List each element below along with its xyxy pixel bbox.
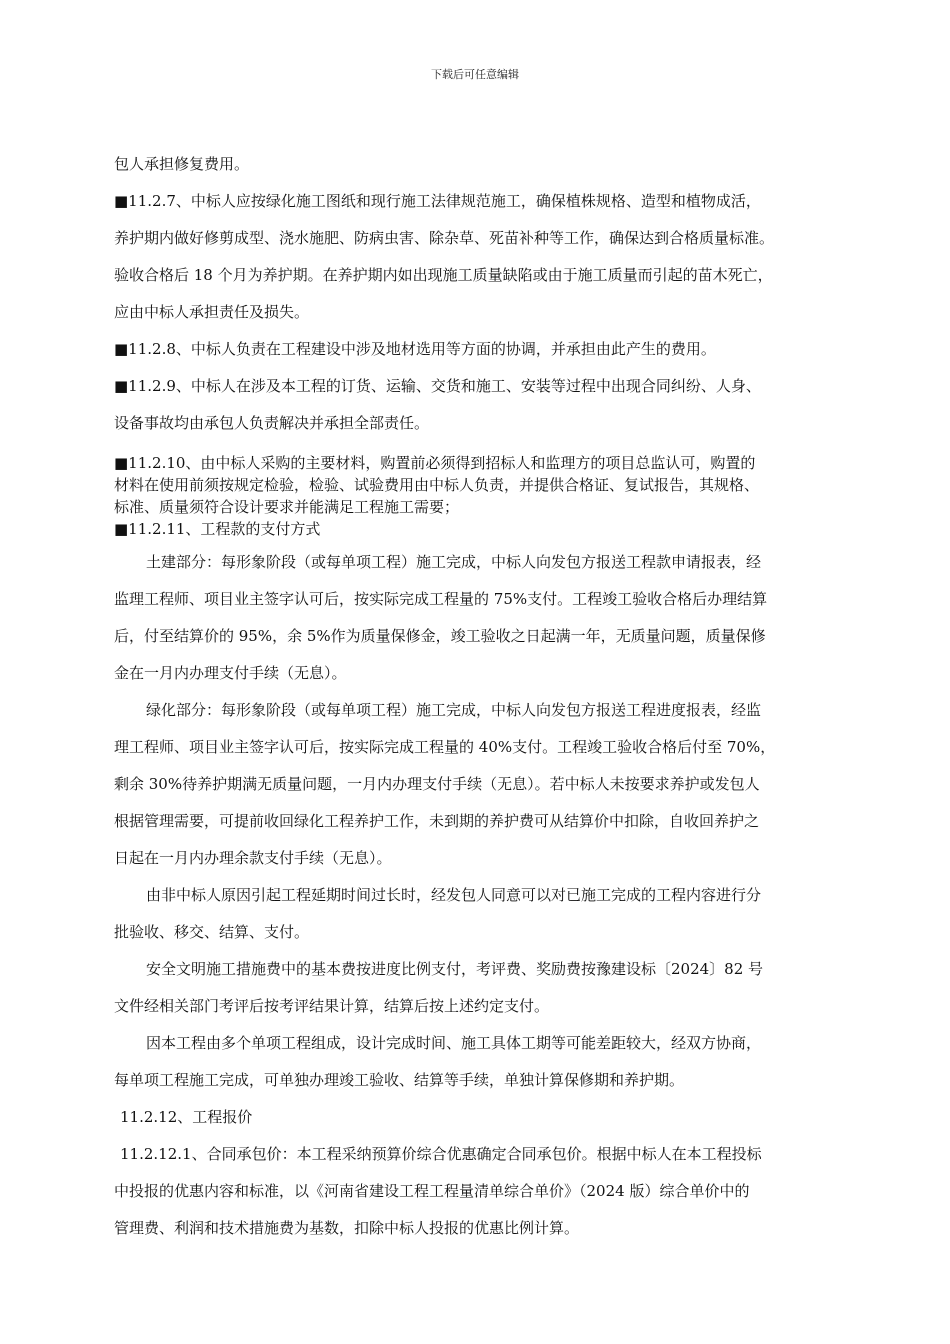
clause-11-2-11: ■11.2.11、工程款的支付方式: [114, 520, 321, 538]
paragraph-civil-works: 土建部分：每形象阶段（或每单项工程）施工完成，中标人向发包方报送工程款申请报表，经: [146, 553, 762, 571]
paragraph-delay: 由非中标人原因引起工程延期时间过长时，经发包人同意可以对已施工完成的工程内容进行分: [146, 886, 762, 904]
paragraph-line: 应由中标人承担责任及损失。: [114, 303, 310, 321]
paragraph-line: 管理费、利润和技术措施费为基数，扣除中标人投报的优惠比例计算。: [114, 1219, 580, 1237]
paragraph-safety-fee: 安全文明施工措施费中的基本费按进度比例支付，考评费、奖励费按豫建设标〔2024〕82 号: [146, 960, 764, 978]
paragraph-line: 理工程师、项目业主签字认可后，按实际完成工程量的 40%支付。工程竣工验收合格后付至 70%，: [114, 738, 776, 756]
paragraph-line: 养护期内做好修剪成型、浇水施肥、防病虫害、除杂草、死苗补种等工作，确保达到合格质量标准。: [114, 229, 775, 247]
paragraph-line: 日起在一月内办理余款支付手续（无息）。: [114, 849, 392, 867]
paragraph-line: 中投报的优惠内容和标准，以《河南省建设工程工程量清单综合单价》（2024 版）综合单价中的: [114, 1182, 750, 1200]
clause-11-2-12-1: 11.2.12.1、合同承包价：本工程采纳预算价综合优惠确定合同承包价。根据中标人在本工程投标: [120, 1145, 762, 1163]
clause-11-2-12: 11.2.12、工程报价: [120, 1108, 253, 1126]
clause-11-2-10: ■11.2.10、由中标人采购的主要材料，购置前必须得到招标人和监理方的项目总监认可，购置的: [114, 454, 756, 472]
paragraph-line: 验收合格后 18 个月为养护期。在养护期内如出现施工质量缺陷或由于施工质量而引起的苗木死亡，: [114, 266, 773, 284]
paragraph-line: 剩余 30%待养护期满无质量问题，一月内办理支付手续（无息）。若中标人未按要求养护或发包人: [114, 775, 760, 793]
paragraph-multiple-items: 因本工程由多个单项工程组成，设计完成时间、施工具体工期等可能差距较大，经双方协商，: [146, 1034, 762, 1052]
clause-11-2-7: ■11.2.7、中标人应按绿化施工图纸和现行施工法律规范施工，确保植株规格、造型和植物成活，: [114, 192, 761, 210]
clause-11-2-9: ■11.2.9、中标人在涉及本工程的订货、运输、交货和施工、安装等过程中出现合同纠纷、人身、: [114, 377, 761, 395]
paragraph-line: 材料在使用前须按规定检验，检验、试验费用由中标人负责，并提供合格证、复试报告，其规格、: [114, 476, 760, 494]
paragraph-line: 根据管理需要，可提前收回绿化工程养护工作，未到期的养护费可从结算价中扣除，自收回养护之: [114, 812, 760, 830]
paragraph-line: 批验收、移交、结算、支付。: [114, 923, 310, 941]
document-body: [114, 146, 844, 1247]
page-header: 下载后可任意编辑: [431, 68, 519, 81]
paragraph-line: 监理工程师、项目业主签字认可后，按实际完成工程量的 75%支付。工程竣工验收合格后办理结算: [114, 590, 768, 608]
paragraph-line: 金在一月内办理支付手续（无息）。: [114, 664, 347, 682]
paragraph-line: 设备事故均由承包人负责解决并承担全部责任。: [114, 414, 430, 432]
paragraph-greening: 绿化部分：每形象阶段（或每单项工程）施工完成，中标人向发包方报送工程进度报表，经监: [146, 701, 762, 719]
paragraph-line: 标准、质量须符合设计要求并能满足工程施工需要；: [114, 498, 460, 516]
paragraph-line: 包人承担修复费用。: [114, 155, 250, 173]
clause-11-2-8: ■11.2.8、中标人负责在工程建设中涉及地材选用等方面的协调，并承担由此产生的费用。: [114, 340, 716, 358]
paragraph-line: 每单项工程施工完成，可单独办理竣工验收、结算等手续，单独计算保修期和养护期。: [114, 1071, 685, 1089]
paragraph-line: 文件经相关部门考评后按考评结果计算，结算后按上述约定支付。: [114, 997, 550, 1015]
paragraph-line: 后，付至结算价的 95%，余 5%作为质量保修金，竣工验收之日起满一年，无质量问题，质量保修: [114, 627, 766, 645]
